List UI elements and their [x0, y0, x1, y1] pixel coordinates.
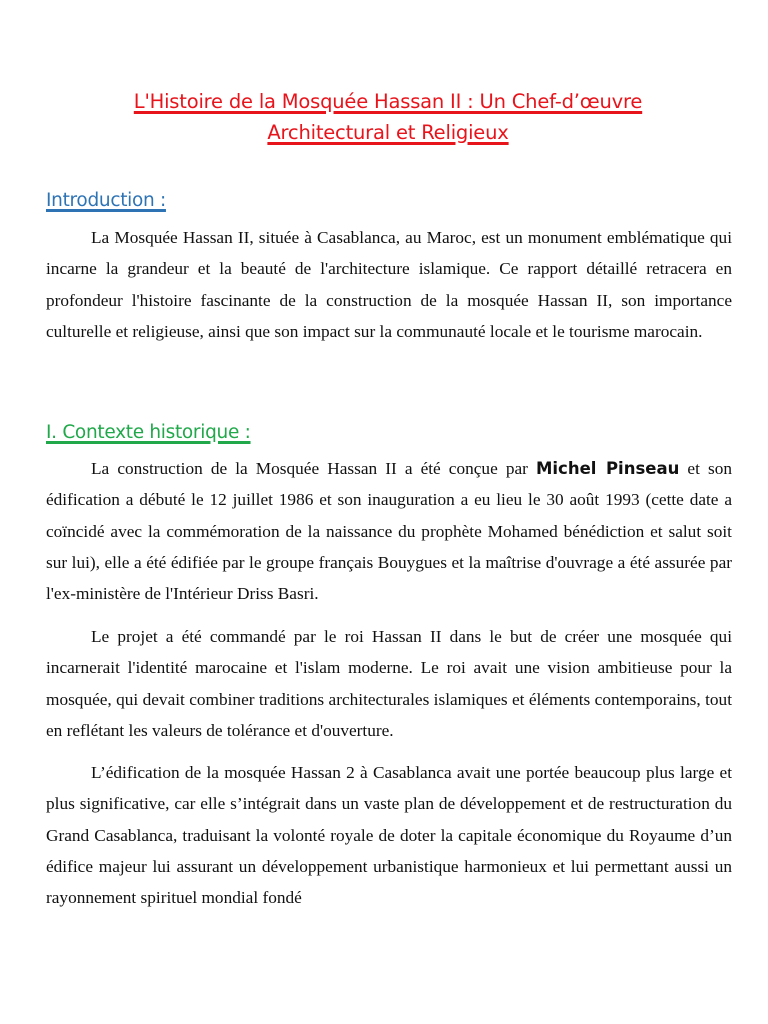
document-title-line-1: L'Histoire de la Mosquée Hassan II : Un Chef-d’œuvre	[133, 90, 643, 113]
contexte-paragraph-2-text: Le projet a été commandé par le roi Hassan II dans le but de créer une mosquée qui incarnerait l'identité marocaine et l'islam moderne. Le roi avait une vision ambitieuse pour la mosquée, qui devait combiner traditions architecturales islamiques et éléments contemporains, tout en reflétant les valeurs de tolérance et d'ouverture.	[46, 627, 732, 740]
contexte-paragraph-2	[46, 621, 732, 746]
contexte-historique-heading: I. Contexte historique :	[46, 422, 251, 443]
contexte-paragraph-3-text: L’édification de la mosquée Hassan 2 à Casablanca avait une portée beaucoup plus large et plus significative, car elle s’intégrait dans un vaste plan de développement et de restructuration du Grand Casablanca, traduisant la volonté royale de doter la capitale économique du Royaume d’un édifice majeur lui assurant un développement urbanistique harmonieux et lui permettant aussi un rayonnement spirituel mondial fondé	[46, 763, 732, 908]
introduction-heading: Introduction :	[46, 190, 166, 211]
contexte-paragraph-1-after: et son édification a débuté le 12 juillet 1986 et son inauguration a eu lieu le 30 août 1993 (cette date a coïncidé avec la commémoration de la naissance du prophète Mohamed bénédiction et salut soit sur lui), elle a été édifiée par le groupe français Bouygues et la maîtrise d'ouvrage a été assurée par l'ex-ministère de l'Intérieur Driss Basri.	[46, 459, 732, 604]
contexte-paragraph-1	[46, 453, 732, 609]
introduction-paragraph	[46, 222, 732, 347]
introduction-paragraph-text: La Mosquée Hassan II, située à Casablanca, au Maroc, est un monument emblématique qui incarne la grandeur et la beauté de l'architecture islamique. Ce rapport détaillé retracera en profondeur l'histoire fascinante de la construction de la mosquée Hassan II, son importance culturelle et religieuse, ainsi que son impact sur la communauté locale et le tourisme marocain.	[46, 228, 732, 341]
contexte-paragraph-1-before: La construction de la Mosquée Hassan II a été conçue par	[91, 459, 536, 478]
contexte-paragraph-3	[46, 757, 732, 913]
document-title	[40, 86, 736, 148]
document-title-line-2: Architectural et Religieux	[267, 121, 509, 144]
architect-name: Michel Pinseau	[535, 459, 680, 478]
